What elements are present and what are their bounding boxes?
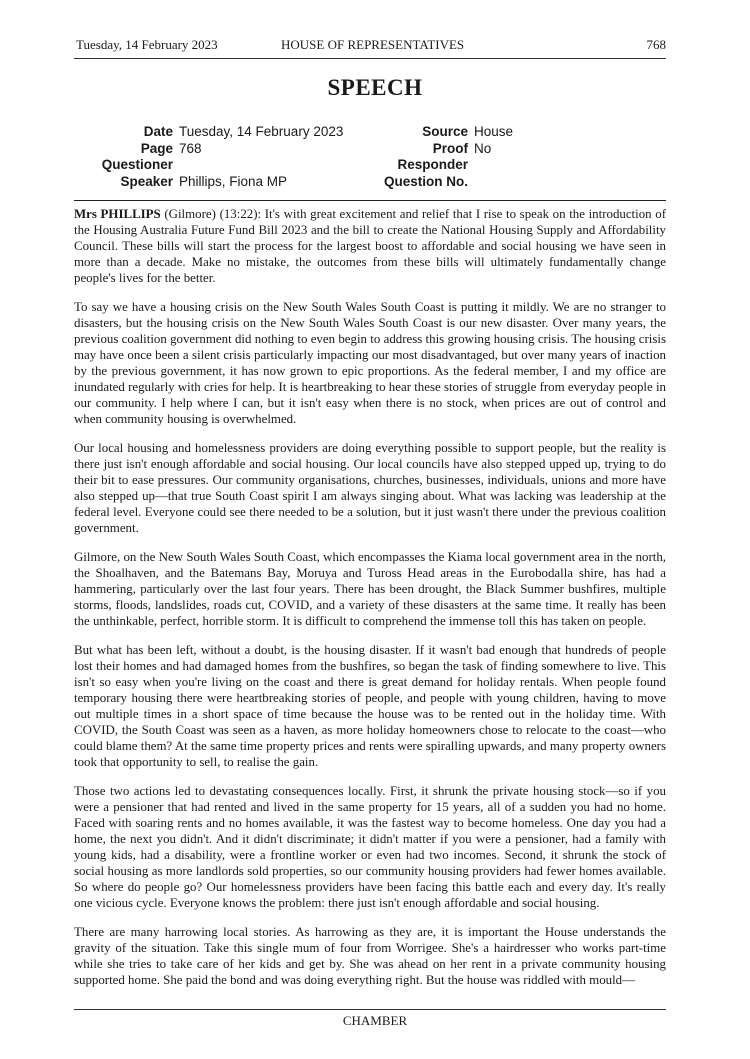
page-header	[76, 37, 666, 55]
meta-value	[468, 157, 474, 174]
speaker-name: Mrs PHILLIPS	[74, 207, 161, 221]
meta-row-date	[95, 124, 343, 141]
meta-row-questioner	[95, 157, 343, 174]
metadata-left	[95, 124, 343, 190]
meta-label: Source	[422, 124, 468, 139]
header-chamber-title: HOUSE OF REPRESENTATIVES	[281, 37, 465, 52]
meta-label: Question No.	[384, 173, 468, 189]
speech-paragraph	[74, 206, 666, 286]
meta-label: Questioner	[101, 157, 173, 172]
paragraph-text: (Gilmore) (13:22): It's with great excitement and relief that I rise to speak on the introduction of the Housing Australia Future Fund Bill 2023 and the bill to create the National Housing Supply and Affordability Council. These bills will start the process for the largest boost to affordable and social housing we have seen in more than a decade. Make no mistake, the outcomes from these bills will ultimately fundamentally change people's lives for the better.	[74, 207, 666, 285]
header-divider	[74, 58, 666, 59]
meta-row-source	[380, 124, 513, 141]
meta-row-proof	[380, 141, 513, 158]
page-title: SPEECH	[327, 75, 423, 100]
footer-divider	[74, 1009, 666, 1010]
header-date: Tuesday, 14 February 2023	[76, 37, 218, 52]
meta-label: Page	[140, 140, 173, 156]
meta-value	[468, 174, 474, 191]
meta-row-speaker	[95, 174, 343, 191]
meta-row-page	[95, 141, 343, 158]
meta-row-responder	[380, 157, 513, 174]
metadata-right	[380, 124, 513, 190]
speech-paragraph: Those two actions led to devastating consequences locally. First, it shrunk the private housing stock—so if you were a pensioner that had rented and lived in the same property for 15 years, all of a sudden you had no home. Faced with soaring rents and no homes available, it was the fastest way to become homeless. One day you had a home, the next you didn't. And it didn't discriminate; it didn't matter if you were a pensioner, had a family with young kids, had a disability, were a frontline worker or even had two incomes. Second, it shrunk the stock of social housing as more landlords sold properties, so our community housing providers had fewer homes available. So where do people go? Our homelessness providers have been facing this battle each and every day. It's really one vicious cycle. Everyone knows the problem: there just isn't enough affordable and social housing.	[74, 784, 666, 910]
speech-body	[74, 206, 666, 1001]
meta-label: Responder	[397, 157, 468, 172]
meta-value: Phillips, Fiona MP	[179, 173, 288, 189]
page-footer: CHAMBER	[342, 1013, 408, 1028]
speech-paragraph: Our local housing and homelessness providers are doing everything possible to support people, but the reality is there just isn't enough affordable and social housing. Our local councils have also stepped upped up, trying to do their bit to ease pressures. Our community organisations, churches, businesses, individuals, unions and more have also stepped up—that true South Coast spirit I am always singing about. What was lacking was leadership at the federal level. Everyone could see there needed to be a solution, but it just wasn't there under the previous coalition government.	[74, 441, 666, 535]
meta-value: House	[474, 124, 514, 139]
speech-paragraph: There are many harrowing local stories. As harrowing as they are, it is important the House understands the gravity of the situation. Take this single mum of four from Worrigee. She's a hairdresser who works part-time while she tries to take care of her kids and get by. She was ahead on her rent in a private community housing supported home. She paid the bond and was doing everything right. But the house was riddled with mould—	[74, 925, 666, 987]
speech-paragraph: To say we have a housing crisis on the New South Wales South Coast is putting it mildly. We are no stranger to disasters, but the housing crisis on the New South Wales South Coast is our new disaster. Over many years, the previous coalition government did nothing to even begin to address this growing housing crisis. The housing crisis may have once been a silent crisis particularly impacting our most disadvantaged, but over many years of inaction by the previous government, it has now grown to epic proportions. As the federal member, I and my office are inundated regularly with cries for help. It is heartbreaking to hear these stories of struggle from everyday people in our community. I help where I can, but it isn't easy when there is no stock, when prices are out of control and when community housing is overwhelmed.	[74, 300, 666, 426]
meta-label: Proof	[432, 140, 468, 156]
meta-value: No	[474, 140, 492, 156]
meta-label: Speaker	[120, 173, 173, 189]
metadata-divider	[74, 200, 666, 201]
meta-label: Date	[143, 124, 173, 139]
meta-value	[173, 157, 179, 174]
speech-paragraph: Gilmore, on the New South Wales South Coast, which encompasses the Kiama local government area in the north, the Shoalhaven, and the Batemans Bay, Moruya and Tuross Head areas in the Eurobodalla shire, has had a hammering, particularly over the last four years. There has been drought, the Black Summer bushfires, multiple storms, floods, landslides, roads cut, COVID, and a variety of these disasters at the same time. It really has been the unthinkable, perfect, horrible storm. It is difficult to comprehend the immense toll this has taken on people.	[74, 550, 666, 628]
meta-value: Tuesday, 14 February 2023	[179, 124, 344, 139]
meta-row-question-no	[380, 174, 513, 191]
meta-value: 768	[179, 140, 202, 156]
header-page-number: 768	[646, 37, 666, 52]
speech-paragraph: But what has been left, without a doubt, is the housing disaster. If it wasn't bad enough that hundreds of people lost their homes and had damaged homes from the bushfires, so began the task of finding somewhere to live. This isn't so easy when you're living on the coast and there is great demand for holiday rentals. When people found temporary housing there were heartbreaking stories of people, and people with young children, having to move out multiple times in a short space of time because the house was to be rented out in the holiday time. With COVID, the South Coast was seen as a haven, as more holiday homeowners chose to relocate to the coast—who could blame them? At the same time property prices and rents were spiralling upwards, and many property owners took that opportunity to sell, to realise the gain.	[74, 643, 666, 769]
